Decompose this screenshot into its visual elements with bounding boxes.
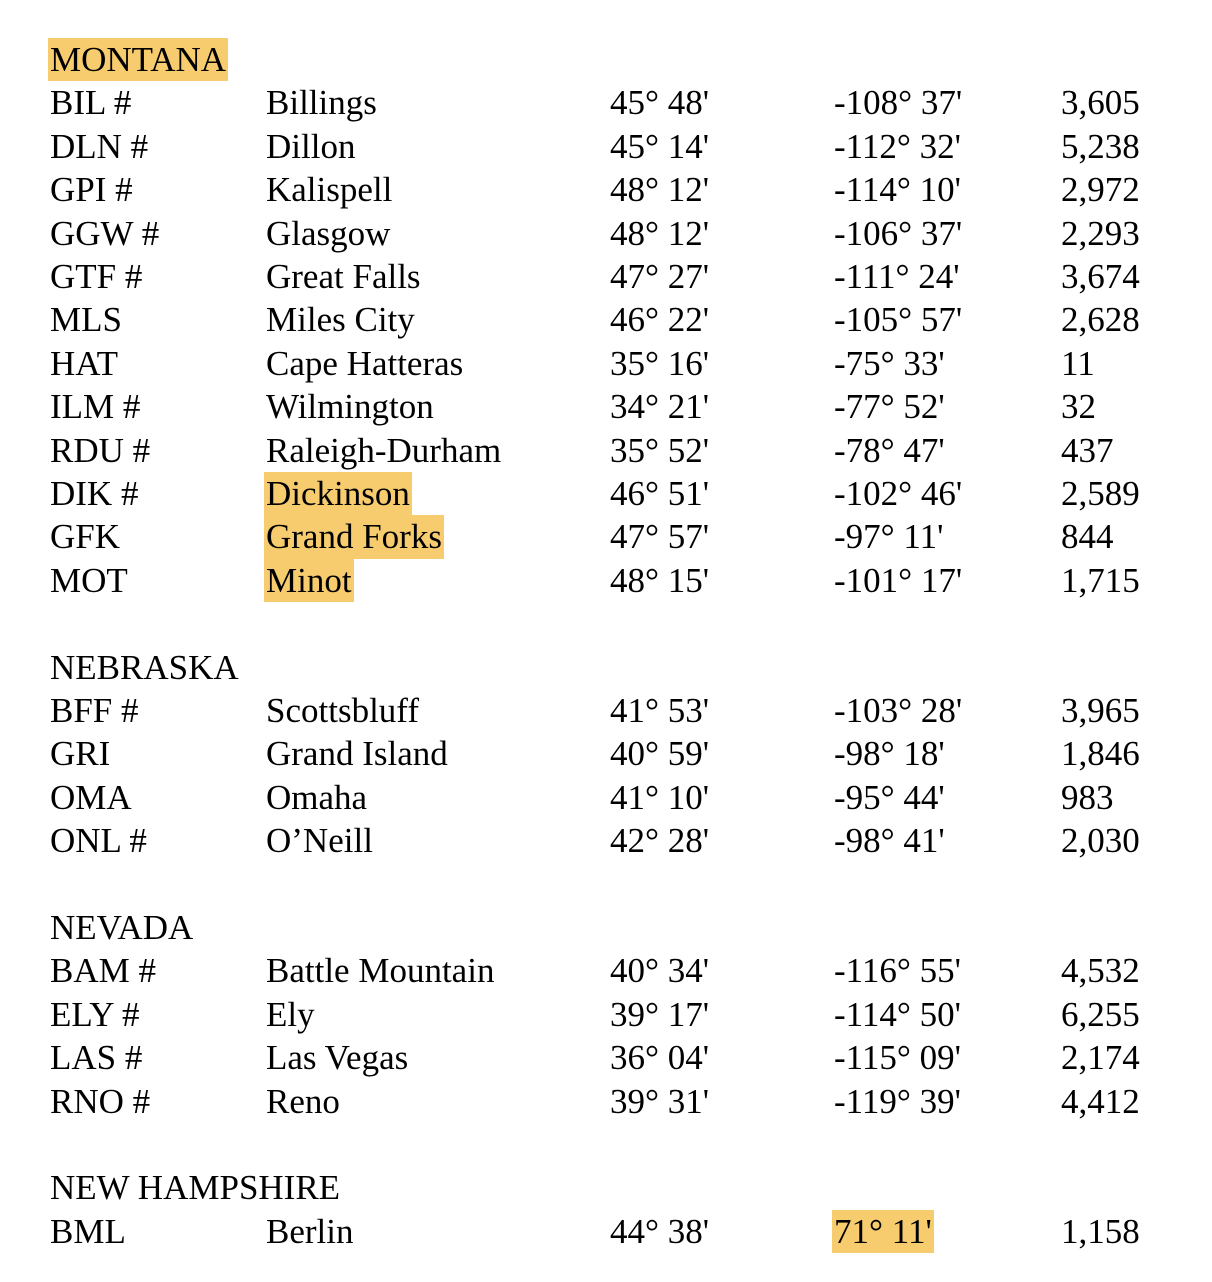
station-row: [0, 472, 1212, 515]
station-latitude: 48° 15': [610, 560, 710, 600]
station-elevation: 2,972: [1061, 170, 1140, 210]
station-city: Dickinson: [264, 472, 412, 515]
station-row: [0, 689, 1212, 732]
station-city: Minot: [264, 559, 354, 602]
station-city: Ely: [266, 994, 315, 1034]
station-row: [0, 342, 1212, 385]
station-elevation: 4,532: [1061, 951, 1140, 991]
station-list-document: [0, 38, 1212, 1253]
station-longitude: -77° 52': [834, 387, 945, 427]
station-city: Billings: [266, 83, 377, 123]
state-heading-line: [0, 1166, 1212, 1209]
station-elevation: 2,030: [1061, 821, 1140, 861]
station-row: [0, 949, 1212, 992]
station-city: Battle Mountain: [266, 951, 495, 991]
station-row: [0, 1210, 1212, 1253]
station-longitude: -111° 24': [834, 256, 960, 296]
station-code: RNO #: [50, 1081, 151, 1121]
station-city: Scottsbluff: [266, 690, 419, 730]
station-elevation: 3,965: [1061, 690, 1140, 730]
station-code: BFF #: [50, 690, 139, 730]
station-row: [0, 732, 1212, 775]
station-code: ELY #: [50, 994, 140, 1034]
station-elevation: 32: [1061, 387, 1096, 427]
state-heading: NEW HAMPSHIRE: [50, 1168, 341, 1208]
station-latitude: 39° 17': [610, 994, 710, 1034]
station-row: [0, 819, 1212, 862]
station-latitude: 35° 16': [610, 343, 710, 383]
station-row: [0, 993, 1212, 1036]
station-elevation: 2,589: [1061, 473, 1140, 513]
state-section: [0, 906, 1212, 1123]
station-latitude: 47° 27': [610, 256, 710, 296]
station-city: Reno: [266, 1081, 340, 1121]
station-latitude: 48° 12': [610, 170, 710, 210]
station-latitude: 48° 12': [610, 213, 710, 253]
state-section: [0, 38, 1212, 602]
state-heading: NEBRASKA: [50, 647, 239, 687]
station-longitude: -98° 41': [834, 821, 945, 861]
station-elevation: 983: [1061, 777, 1114, 817]
station-longitude: -102° 46': [834, 473, 963, 513]
station-row: [0, 559, 1212, 602]
station-latitude: 34° 21': [610, 387, 710, 427]
station-longitude: -114° 50': [834, 994, 961, 1034]
station-code: BML: [50, 1211, 126, 1251]
station-city: Cape Hatteras: [266, 343, 464, 383]
station-longitude: -103° 28': [834, 690, 963, 730]
station-code: MLS: [50, 300, 122, 340]
state-heading-line: [0, 38, 1212, 81]
station-longitude: -105° 57': [834, 300, 963, 340]
station-longitude: -98° 18': [834, 734, 945, 774]
station-latitude: 47° 57': [610, 517, 710, 557]
station-latitude: 45° 14': [610, 126, 710, 166]
station-latitude: 36° 04': [610, 1038, 710, 1078]
station-latitude: 46° 51': [610, 473, 710, 513]
station-elevation: 5,238: [1061, 126, 1140, 166]
state-heading: MONTANA: [48, 38, 228, 81]
station-longitude: -108° 37': [834, 83, 963, 123]
station-longitude: 71° 11': [832, 1210, 934, 1253]
station-code: DLN #: [50, 126, 149, 166]
state-section: [0, 646, 1212, 863]
station-row: [0, 81, 1212, 124]
station-elevation: 6,255: [1061, 994, 1140, 1034]
station-longitude: -112° 32': [834, 126, 961, 166]
station-code: LAS #: [50, 1038, 143, 1078]
station-city: Great Falls: [266, 256, 421, 296]
station-elevation: 3,674: [1061, 256, 1140, 296]
station-city: Grand Forks: [264, 515, 444, 558]
station-row: [0, 1080, 1212, 1123]
station-city: Kalispell: [266, 170, 393, 210]
station-latitude: 41° 10': [610, 777, 710, 817]
station-elevation: 2,628: [1061, 300, 1140, 340]
station-city: Berlin: [266, 1211, 354, 1251]
station-row: [0, 168, 1212, 211]
station-elevation: 11: [1061, 343, 1095, 383]
station-elevation: 3,605: [1061, 83, 1140, 123]
station-longitude: -78° 47': [834, 430, 945, 470]
station-city: Las Vegas: [266, 1038, 409, 1078]
station-elevation: 4,412: [1061, 1081, 1140, 1121]
state-heading-line: [0, 646, 1212, 689]
station-elevation: 844: [1061, 517, 1114, 557]
station-longitude: -115° 09': [834, 1038, 961, 1078]
station-code: GRI: [50, 734, 111, 774]
station-code: GTF #: [50, 256, 143, 296]
station-latitude: 46° 22': [610, 300, 710, 340]
state-heading-line: [0, 906, 1212, 949]
station-row: [0, 1036, 1212, 1079]
station-elevation: 1,715: [1061, 560, 1140, 600]
station-elevation: 1,846: [1061, 734, 1140, 774]
station-city: Raleigh-Durham: [266, 430, 502, 470]
station-longitude: -95° 44': [834, 777, 945, 817]
station-city: Glasgow: [266, 213, 391, 253]
station-code: OMA: [50, 777, 132, 817]
station-city: Wilmington: [266, 387, 434, 427]
station-row: [0, 429, 1212, 472]
station-longitude: -119° 39': [834, 1081, 961, 1121]
station-row: [0, 776, 1212, 819]
station-code: HAT: [50, 343, 119, 383]
station-city: Dillon: [266, 126, 356, 166]
station-code: GGW #: [50, 213, 160, 253]
station-longitude: -97° 11': [834, 517, 944, 557]
state-section: [0, 1166, 1212, 1253]
station-code: GPI #: [50, 170, 133, 210]
station-latitude: 42° 28': [610, 821, 710, 861]
station-row: [0, 298, 1212, 341]
station-code: RDU #: [50, 430, 151, 470]
station-city: Miles City: [266, 300, 415, 340]
station-city: Grand Island: [266, 734, 448, 774]
station-code: DIK #: [50, 473, 139, 513]
station-latitude: 40° 59': [610, 734, 710, 774]
station-code: BAM #: [50, 951, 156, 991]
station-code: BIL #: [50, 83, 132, 123]
station-elevation: 1,158: [1061, 1211, 1140, 1251]
station-city: O’Neill: [266, 821, 373, 861]
station-city: Omaha: [266, 777, 368, 817]
station-code: ONL #: [50, 821, 147, 861]
station-row: [0, 255, 1212, 298]
station-latitude: 39° 31': [610, 1081, 710, 1121]
station-longitude: -116° 55': [834, 951, 961, 991]
station-longitude: -114° 10': [834, 170, 961, 210]
station-latitude: 45° 48': [610, 83, 710, 123]
state-heading: NEVADA: [50, 908, 194, 948]
station-latitude: 41° 53': [610, 690, 710, 730]
station-longitude: -75° 33': [834, 343, 945, 383]
station-latitude: 40° 34': [610, 951, 710, 991]
station-row: [0, 125, 1212, 168]
station-elevation: 2,174: [1061, 1038, 1140, 1078]
station-elevation: 437: [1061, 430, 1114, 470]
station-code: GFK: [50, 517, 121, 557]
station-longitude: -106° 37': [834, 213, 963, 253]
station-row: [0, 515, 1212, 558]
station-row: [0, 212, 1212, 255]
station-elevation: 2,293: [1061, 213, 1140, 253]
station-latitude: 35° 52': [610, 430, 710, 470]
station-longitude: -101° 17': [834, 560, 963, 600]
station-row: [0, 385, 1212, 428]
station-latitude: 44° 38': [610, 1211, 710, 1251]
station-code: MOT: [50, 560, 128, 600]
station-code: ILM #: [50, 387, 141, 427]
